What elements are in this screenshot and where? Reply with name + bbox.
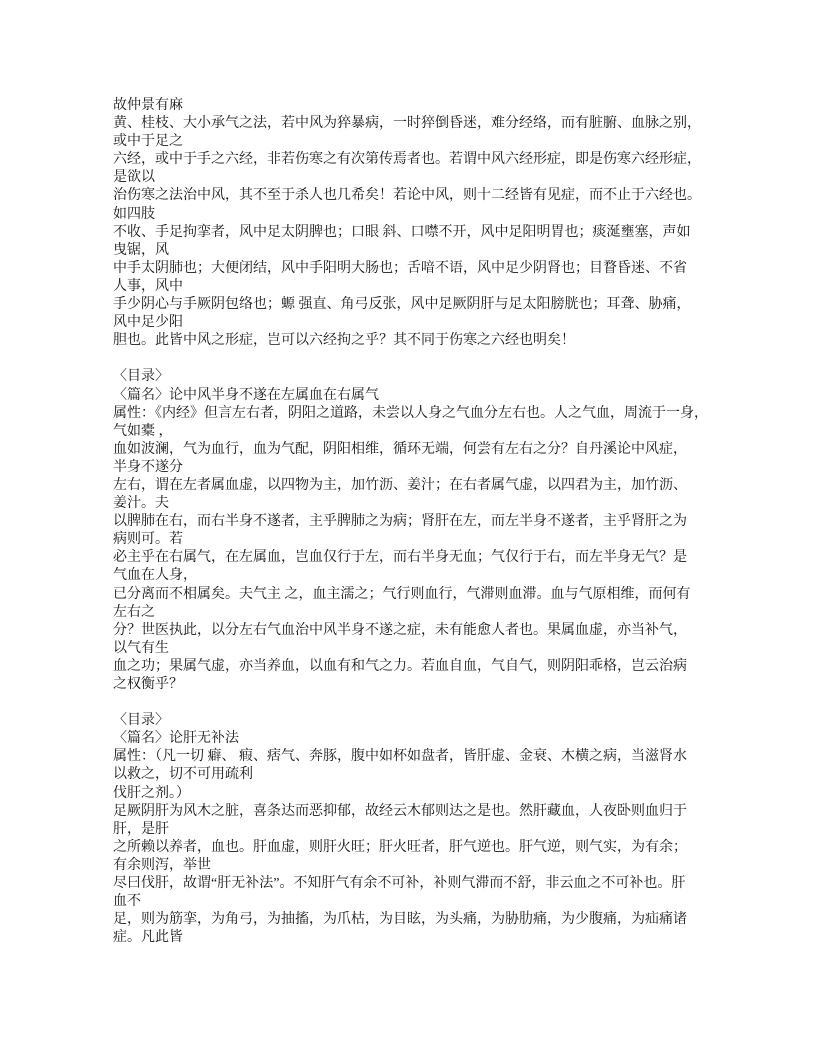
text-line: 中手太阴肺也；大便闭结，风中手阳明大肠也；舌喑不语，风中足少阴肾也；目瞀昏迷、不省 (113, 260, 687, 276)
text-line: 〈篇名〉论肝无补法 (113, 731, 239, 747)
text-line: 〈目录〉 (113, 369, 169, 385)
text-line: 黄、桂枝、大小承气之法，若中风为猝暴病，一时猝倒昏迷，难分经络，而有脏腑、血脉之别， (113, 116, 701, 132)
text-line: 如四肢 (113, 206, 155, 222)
text-line: 属性：《内经》但言左右者，阴阳之道路，未尝以人身之气血分左右也。人之气血，周流于一身， (113, 405, 708, 421)
text-line: 之权衡乎？ (113, 677, 183, 692)
text-line: 六经，或中于手之六经，非若伤寒之有次第传焉者也。若谓中风六经形症，即是伤寒六经形症， (113, 152, 701, 168)
text-line: 是欲以 (113, 170, 155, 186)
text-line: 气血在人身， (113, 568, 197, 584)
section-continuation-zhongfeng-liujing (113, 97, 713, 350)
text-line: 治伤寒之法治中风，其不至于杀人也几希矣！若论中风，则十二经皆有见症，而不止于六经也。 (113, 188, 701, 204)
text-line: 之所赖以养者，血也。肝血虚，则肝火旺；肝火旺者，肝气逆也。肝气逆，则气实，为有余； (113, 839, 687, 855)
text-line: 血之功；果属气虚，亦当养血，以血有和气之力。若血自血，气自气，则阴阳乖格，岂云治病 (113, 658, 687, 674)
text-line: 故仲景有麻 (113, 98, 183, 113)
section-lun-gan-wu-bufa (113, 712, 713, 947)
text-line: 足厥阴肝为风木之脏，喜条达而恶抑郁，故经云木郁则达之是也。然肝藏血，人夜卧则血归于 (113, 803, 687, 819)
text-line: 或中于足之 (113, 134, 183, 150)
section-lun-zhongfeng-banshen-busui-zuo-xue-you-qi (113, 368, 713, 694)
document-text (113, 97, 713, 947)
text-line: 属性：（凡一切 癖、 瘕、痞气、奔豚，腹中如杯如盘者，皆肝虚、金衰、木横之病，当滋肾水 (113, 749, 687, 765)
text-line: 伐肝之剂。） (113, 785, 190, 801)
text-line: 足，则为筋挛，为角弓，为抽搐，为爪枯，为目眩，为头痛，为胁肋痛，为少腹痛，为疝痛诸 (113, 912, 687, 928)
text-line: 以脾肺在右，而右半身不遂者，主乎脾肺之为病；肾肝在左，而左半身不遂者，主乎肾肝之为 (113, 514, 687, 530)
text-line: 〈目录〉 (113, 713, 169, 729)
text-line: 肝，是肝 (113, 821, 169, 837)
text-line: 风中足少阳 (113, 315, 183, 331)
text-line: 不收、手足拘挛者，风中足太阴脾也；口眼 斜、口噤不开，风中足阳明胃也；痰涎壅塞，声如 (113, 224, 691, 240)
text-line: 有余则泻，举世 (113, 857, 211, 873)
text-line: 左右，谓在左者属血虚，以四物为主，加竹沥、姜汁；在右者属气虚，以四君为主，加竹沥、 (113, 477, 687, 493)
text-line: 人事，风中 (113, 278, 183, 294)
text-line: 曳锯，风 (113, 242, 169, 258)
text-line: 胆也。此皆中风之形症，岂可以六经拘之乎？其不同于伤寒之六经也明矣！ (113, 333, 575, 349)
text-line: 气如橐 ， (113, 423, 173, 439)
text-line: 症。凡此皆 (113, 930, 183, 946)
text-line: 病则可。若 (113, 532, 183, 548)
text-line: 左右之 (113, 604, 155, 620)
text-line: 以救之，切不可用疏利 (113, 767, 253, 783)
text-line: 〈篇名〉论中风半身不遂在左属血在右属气 (113, 387, 379, 403)
text-line: 手少阴心与手厥阴包络也；螈 强直、角弓反张，风中足厥阴肝与足太阳膀胱也；耳聋、胁痛， (113, 297, 691, 313)
text-line: 已分离而不相属矣。夫气主 之，血主濡之；气行则血行，气滞则血滞。血与气原相维，而何有 (113, 586, 691, 602)
text-line: 尽曰伐肝，故谓“肝无补法”。不知肝气有余不可补，补则气滞而不舒，非云血之不可补也。肝 (113, 876, 686, 892)
text-line: 姜汁。夫 (113, 496, 169, 512)
text-line: 以气有生 (113, 640, 169, 656)
text-line: 分？世医执此，以分左右气血治中风半身不遂之症，未有能愈人者也。果属血虚，亦当补气， (113, 622, 687, 638)
text-line: 必主乎在右属气，在左属血，岂血仅行于左，而右半身无血；气仅行于右，而左半身无气？是 (113, 550, 687, 566)
text-line: 血不 (113, 894, 141, 910)
text-line: 血如波澜，气为血行，血为气配，阴阳相维，循环无端，何尝有左右之分？自丹溪论中风症， (113, 441, 687, 457)
text-line: 半身不遂分 (113, 459, 183, 475)
